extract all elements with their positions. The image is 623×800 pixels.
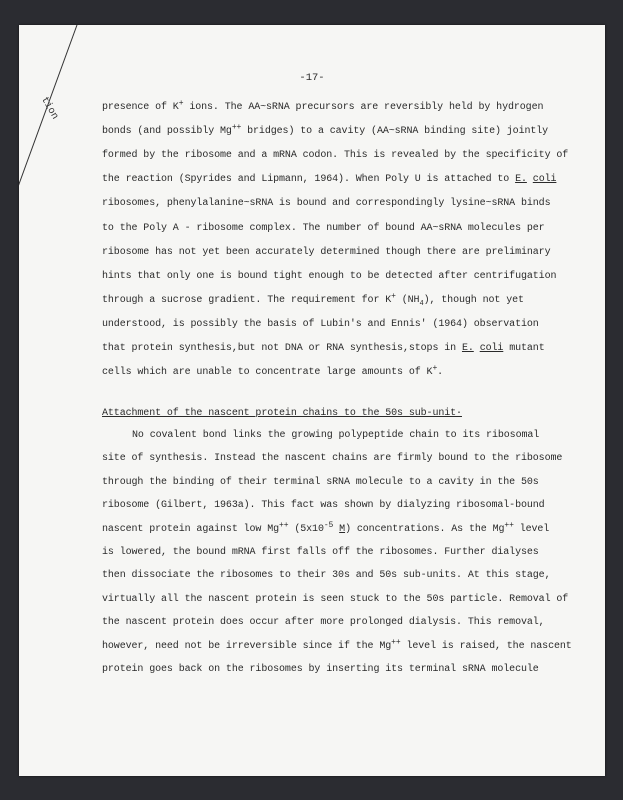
text-line (102, 500, 545, 511)
margin-note: tion (38, 95, 60, 122)
text-segment: cells which are unable to concentrate large amounts of K (102, 367, 433, 379)
text-segment: ribosome has not yet been accurately determined though there are preliminary (102, 246, 551, 258)
text-segment: the reaction (Spyrides and Lipmann, 1964). When Poly U is attached to (102, 174, 516, 186)
text-line (102, 123, 549, 138)
text-segment: nascent protein against low Mg (102, 523, 280, 535)
text-line (102, 319, 539, 330)
text-line (102, 198, 550, 209)
text-line (102, 364, 444, 379)
text-line (102, 343, 545, 354)
text-segment: ions. The AA~sRNA precursors are reversibly held by hydrogen (183, 102, 544, 113)
text-line (102, 271, 556, 282)
text-segment: site of synthesis. Instead the nascent chains are firmly bound to the ribosome (102, 453, 563, 465)
text-segment: through the binding of their terminal sRNA molecule to a cavity in the 50s (102, 476, 539, 488)
text-line (102, 453, 562, 464)
text-line (102, 477, 539, 488)
underlined-text: coli (479, 343, 504, 354)
superscript: + (178, 99, 184, 108)
superscript: + (432, 364, 438, 374)
text-line (102, 430, 539, 441)
text-line (102, 247, 550, 258)
underlined-text: E. (515, 174, 527, 186)
text-segment: ), though not yet (423, 294, 524, 306)
text-line (102, 520, 550, 535)
text-segment: ) concentrations. As the Mg (345, 523, 505, 535)
text-segment: (5x10 (288, 523, 324, 535)
text-line (102, 570, 550, 581)
text-line (102, 150, 568, 161)
text-segment: level (513, 523, 550, 535)
text-segment: understood, is possibly the basis of Lubin's and Ennis' (1964) observation (102, 318, 539, 330)
text-line (102, 617, 545, 628)
text-line (102, 99, 544, 113)
underlined-text: coli (532, 174, 557, 186)
text-segment: ribosomes, phenylalanine~sRNA is bound and correspondingly lysine~sRNA binds (102, 198, 551, 210)
text-segment: . (437, 367, 444, 379)
underlined-text: M (339, 523, 346, 535)
superscript: -5 (323, 520, 334, 530)
superscript: ++ (391, 637, 401, 647)
text-segment: mutant (503, 343, 545, 354)
text-segment: bridges) to a cavity (AA~sRNA binding site) jointly (241, 126, 549, 138)
text-segment: formed by the ribosome and a mRNA codon. This is revealed by the specificity of (102, 150, 569, 162)
text-segment: however, need not be irreversible since if the Mg (102, 640, 392, 652)
text-line (102, 174, 556, 185)
superscript: + (391, 291, 396, 301)
text-segment: the nascent protein does occur after more prolonged dialysis. This removal, (102, 617, 545, 629)
text-line (102, 594, 568, 605)
section-heading: Attachment of the nascent protein chains to the 50s sub-unit· (102, 408, 462, 419)
text-segment: No covalent bond links the growing polypeptide chain to its ribosomal (132, 430, 540, 441)
text-segment: that protein synthesis,but not DNA or RNA synthesis,stops in (102, 343, 462, 354)
superscript: ++ (279, 520, 289, 530)
text-segment: protein goes back on the ribosomes by inserting its terminal sRNA molecule (102, 664, 539, 675)
text-line (102, 547, 539, 558)
text-segment: is lowered, the bound mRNA first falls off the ribosomes. Further dialyses (102, 547, 539, 558)
text-line (102, 637, 572, 652)
text-segment: bonds (and possibly Mg (102, 126, 232, 138)
text-line (102, 664, 539, 675)
superscript: ++ (504, 520, 514, 530)
text-segment: to the Poly A - ribosome complex. The number of bound AA~sRNA molecules per (102, 222, 545, 234)
text-segment: ribosome (Gilbert, 1963a). This fact was shown by dialyzing ribosomal-bound (102, 500, 545, 512)
subscript: 4 (419, 299, 424, 308)
document-page (19, 25, 605, 776)
text-segment: presence of K (102, 102, 179, 113)
text-segment: level is raised, the nascent (400, 640, 572, 652)
text-segment: hints that only one is bound tight enough to be detected after centrifugation (102, 270, 557, 282)
page-number: -17- (299, 72, 325, 84)
superscript: ++ (231, 123, 242, 133)
text-segment: then dissociate the ribosomes to their 30s and 50s sub-units. At this stage, (102, 570, 551, 582)
text-line (102, 291, 524, 308)
text-segment: (NH (395, 294, 420, 306)
text-line (102, 223, 545, 234)
underlined-text: E. (461, 343, 474, 354)
text-segment: virtually all the nascent protein is seen stuck to the 50s particle. Removal of (102, 593, 569, 605)
text-segment: through a sucrose gradient. The requirement for K (102, 294, 392, 306)
